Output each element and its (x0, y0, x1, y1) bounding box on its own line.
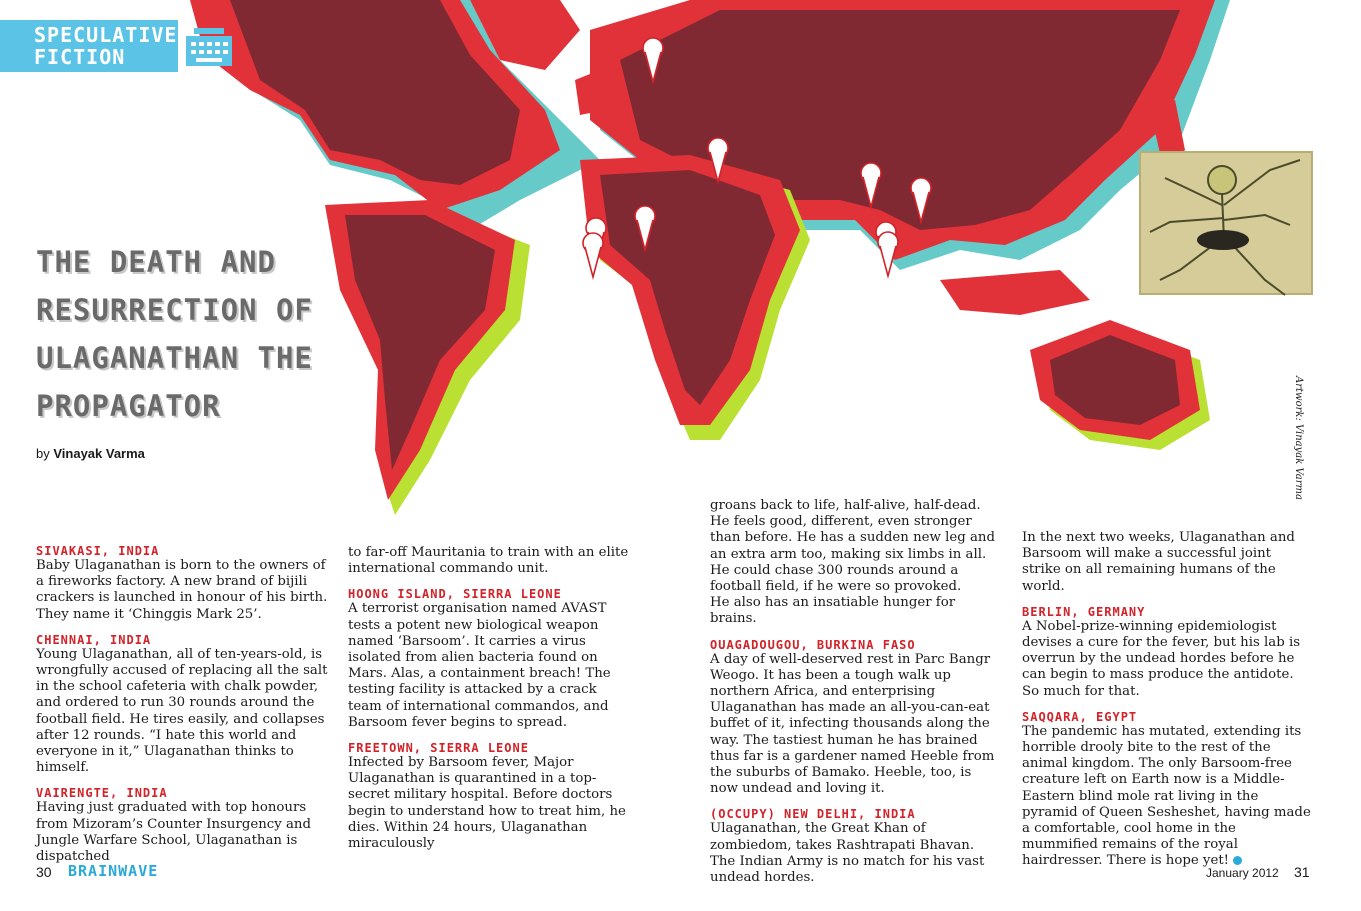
end-mark-icon (1233, 856, 1242, 865)
section-location: (OCCUPY) NEW DELHI, INDIA (710, 807, 916, 822)
section-location: VAIRENGTE, INDIA (36, 786, 168, 801)
section-location: CHENNAI, INDIA (36, 632, 152, 647)
article-title: THE DEATH AND RESURRECTION OF ULAGANATHAN THE PROPAGATOR (36, 245, 313, 423)
artwork-credit: Artwork: Vinayak Varma (1293, 376, 1304, 500)
indonesia-land (940, 270, 1090, 315)
section-text: Baby Ulaganathan is born to the owners of a fireworks factory. A new brand of bijili crackers is launched in honour of his birth. They name it ‘Chinggis Mark 25’. (36, 558, 328, 622)
story-section (348, 587, 634, 731)
byline-author: Vinayak Varma (53, 446, 145, 461)
story-section (36, 633, 328, 777)
story-section (710, 595, 1002, 627)
section-text: to far-off Mauritania to train with an elite international commando unit. (348, 545, 629, 577)
article-column-2 (348, 545, 634, 862)
article-column-3 (710, 498, 1002, 896)
section-text-body: The pandemic has mutated, extending its horrible drooly bite to the rest of the animal kingdom. The only Barsoom-free creature left on Earth now is a Middle-Eastern blind mole rat living in the pyramid of Queen Sesheshet, having made a comfortable, cool home in the mummified remains of the royal hairdresser. There is hope yet! (1022, 723, 1311, 869)
story-section (348, 545, 634, 577)
story-section (710, 807, 1002, 886)
story-section (36, 786, 328, 865)
story-section (1022, 710, 1312, 870)
section-text (1022, 724, 1312, 870)
section-text: In the next two weeks, Ulaganathan and Barsoom will make a successful joint strike on all remaining humans of the world. (1022, 530, 1295, 594)
section-tag-line2: FICTION (34, 45, 126, 69)
story-section (710, 638, 1002, 798)
story-section (1022, 605, 1312, 700)
section-text: A Nobel-prize-winning epidemiologist devises a cure for the fever, but his lab is overrun by the undead hordes before he can begin to mass produce the antidote. So much for that. (1022, 618, 1301, 699)
article-column-4 (1022, 530, 1312, 880)
byline-prefix: by (36, 446, 54, 461)
story-section (36, 544, 328, 623)
section-text: A day of well-deserved rest in Parc Bangr Weogo. It has been a tough walk up northern Africa, and enterprising Ulaganathan has made an all-you-can-eat buffet of it, infecting thousands along the way. The tastiest human he has brained thus far is a gardener named Heeble from the suburbs of Bamako. Heeble, too, is now undead and loving it. (710, 651, 995, 797)
issue-date: January 2012 (1206, 866, 1279, 880)
section-text: Young Ulaganathan, all of ten-years-old, is wrongfully accused of replacing all the salt in the school cafeteria with chalk powder, and ordered to run 30 rounds around the football field. He tires easily, and collapses after 12 rounds. “I hate this world and everyone in it,” Ulaganathan thinks to himself. (36, 646, 328, 776)
section-tag-text (34, 24, 177, 68)
article-column-1 (36, 544, 328, 875)
section-tag-line1: SPECULATIVE (34, 23, 178, 47)
byline (36, 446, 145, 461)
story-section (348, 741, 634, 852)
story-section (1022, 530, 1312, 595)
section-text: Having just graduated with top honours from Mizoram’s Counter Insurgency and Jungle Warfare School, Ulaganathan is dispatched (36, 800, 311, 865)
section-location: BERLIN, GERMANY (1022, 604, 1146, 619)
section-location: FREETOWN, SIERRA LEONE (348, 741, 529, 756)
magazine-brand: BRAINWAVE (68, 862, 159, 880)
section-location: HOONG ISLAND, SIERRA LEONE (348, 587, 562, 602)
section-location: OUAGADOUGOU, BURKINA FASO (710, 637, 916, 652)
section-location: SAQQARA, EGYPT (1022, 709, 1138, 724)
typewriter-icon (186, 28, 232, 66)
page-number-right: 31 (1294, 864, 1310, 880)
section-location: SIVAKASI, INDIA (36, 544, 160, 558)
section-text: A terrorist organisation named AVAST tests a potent new biological weapon named ‘Barsoom’. It carries a virus isolated from alien bacteria found on Mars. Alas, a containment breach! The testing facility is attacked by a crack team of international commandos, and Barsoom fever begins to spread. (348, 601, 611, 730)
section-text: He also has an insatiable hunger for brains. (710, 595, 956, 627)
page-number-left: 30 (36, 864, 52, 880)
uk-land (575, 70, 605, 115)
story-section (710, 498, 1002, 595)
section-text: groans back to life, half-alive, half-dead. He feels good, different, even stronger than before. He has a sudden new leg and an extra arm too, making six limbs in all. He could chase 300 rounds around a football field, if he were so provoked. (710, 498, 995, 595)
section-text: Ulaganathan, the Great Khan of zombiedom, takes Rashtrapati Bhavan. The Indian Army is no match for his vast undead hordes. (710, 821, 985, 886)
zombie-illustration (1140, 152, 1312, 295)
section-text: Infected by Barsoom fever, Major Ulaganathan is quarantined in a top-secret military hospital. Before doctors begin to understand how to treat him, he dies. Within 24 hours, Ulaganathan miraculously (348, 755, 626, 852)
